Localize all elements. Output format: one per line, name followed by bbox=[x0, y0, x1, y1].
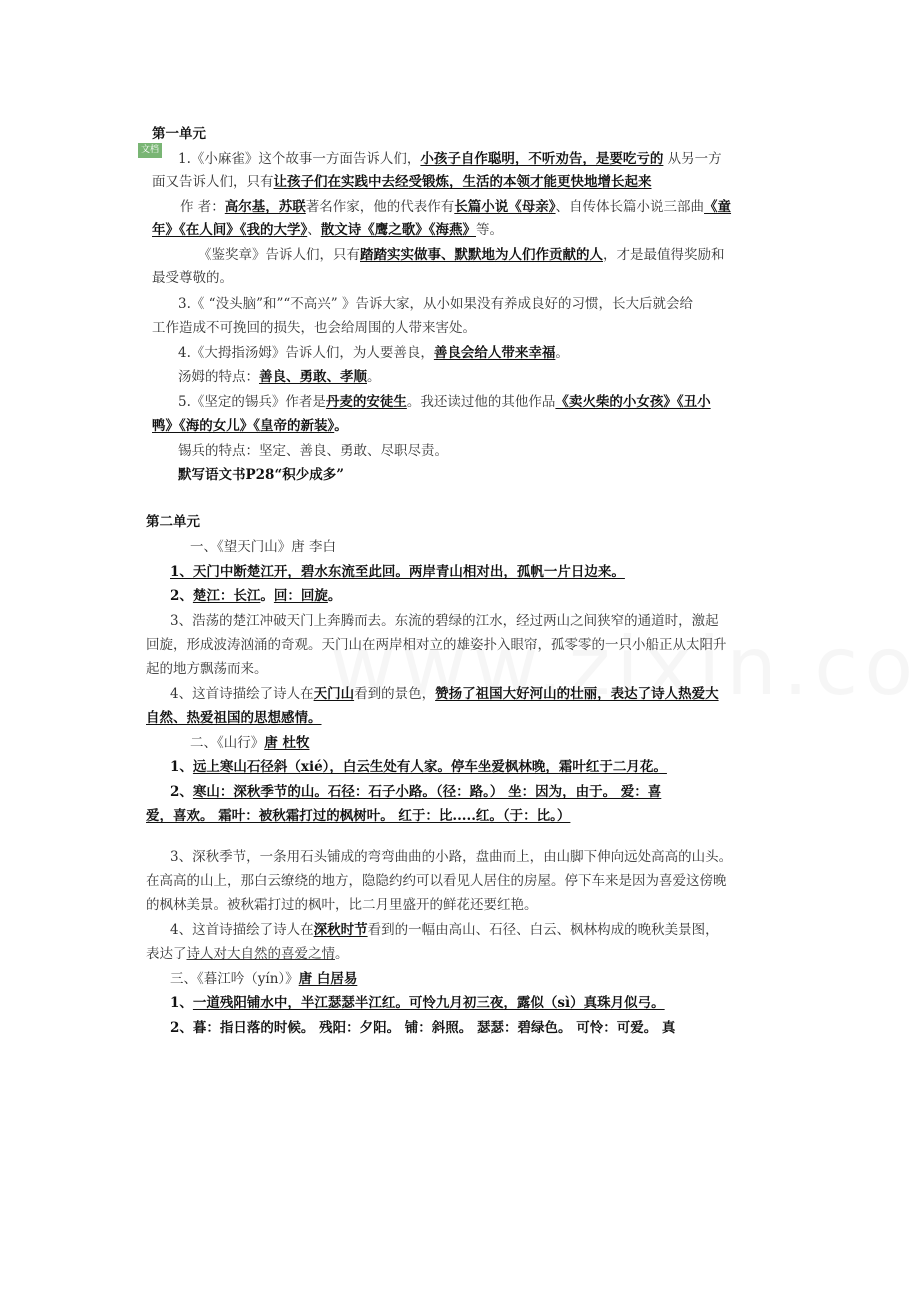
poem2-line3b: 在高高的山上，那白云缭绕的地方，隐隐约约可以看见人居住的房屋。停下车来是因为喜爱这傍晚 bbox=[146, 873, 727, 889]
unit1-p3-line1: 3.《 “没头脑”和”“不高兴” 》告诉大家，从小如果没有养成良好的习惯，长大后就会给 bbox=[178, 296, 693, 312]
poem2-line3c: 的枫林美景。被秋霜打过的枫叶，比二月里盛开的鲜花还要红艳。 bbox=[146, 897, 538, 913]
unit1-p2-line2: 最受尊敬的。 bbox=[152, 270, 233, 286]
poem3-title: 三、《暮江吟（yín）》唐 白居易 bbox=[170, 971, 358, 987]
poem2-line1: 1、远上寒山石径斜（xié），白云生处有人家。停车坐爱枫林晚，霜叶红于二月花。 bbox=[170, 759, 667, 775]
poem1-line4a: 4、这首诗描绘了诗人在天门山看到的景色，赞扬了祖国大好河山的壮丽，表达了诗人热爱大 bbox=[170, 686, 719, 702]
poem1-title: 一、《望天门山》唐 李白 bbox=[190, 539, 337, 555]
poem1-line3b: 回旋，形成波涛汹涌的奇观。天门山在两岸相对立的雄姿扑入眼帘，孤零零的一只小船正从太阳升 bbox=[146, 637, 727, 653]
unit1-p2-line1: 《鉴奖章》告诉人们，只有踏踏实实做事、默默地为人们作贡献的人，才是最值得奖励和 bbox=[198, 247, 725, 263]
unit2-title: 第二单元 bbox=[146, 514, 200, 530]
poem1-line3c: 起的地方飘荡而来。 bbox=[146, 661, 268, 677]
unit1-title: 第一单元 bbox=[152, 126, 206, 142]
poem3-line1: 1、一道残阳铺水中，半江瑟瑟半江红。可怜九月初三夜，露似（sì）真珠月似弓。 bbox=[170, 995, 665, 1011]
poem1-line4b: 自然、热爱祖国的思想感情。 bbox=[146, 710, 322, 726]
poem2-line2b: 爱，喜欢。 霜叶：被秋霜打过的枫树叶。 红于：比.....红。（于：比。） bbox=[146, 808, 571, 824]
unit1-p3-line2: 工作造成不可挽回的损失，也会给周围的人带来害处。 bbox=[152, 320, 476, 336]
unit1-author-line2: 年》《在人间》《我的大学》、散文诗《鹰之歌》《海燕》等。 bbox=[152, 222, 503, 238]
poem2-line4b: 表达了诗人对大自然的喜爱之情。 bbox=[146, 946, 349, 962]
unit1-p4-line1: 4.《大拇指汤姆》告诉人们，为人要善良，善良会给人带来幸福。 bbox=[178, 345, 569, 361]
unit1-p5-line2: 鸭》《海的女儿》《皇帝的新装》。 bbox=[152, 418, 348, 434]
unit1-p5-line4: 默写语文书P28“积少成多” bbox=[178, 467, 344, 483]
unit1-p5-line3: 锡兵的特点：坚定、善良、勇敢、尽职尽责。 bbox=[178, 443, 448, 459]
poem2-line4a: 4、这首诗描绘了诗人在深秋时节看到的一幅由高山、石径、白云、枫林构成的晚秋美景图， bbox=[170, 922, 719, 938]
poem2-title: 二、《山行》唐 杜牧 bbox=[190, 735, 310, 751]
poem2-line3a: 3、深秋季节，一条用石头铺成的弯弯曲曲的小路，盘曲而上，由山脚下伸向远处高高的山头。 bbox=[170, 849, 733, 865]
poem1-line3a: 3、浩荡的楚江冲破天门上奔腾而去。东流的碧绿的江水，经过两山之间狭窄的通道时，激起 bbox=[170, 613, 719, 629]
unit1-p1-line1: 1.《小麻雀》这个故事一方面告诉人们，小孩子自作聪明，不听劝告，是要吃亏的 从另一方 bbox=[178, 151, 722, 167]
poem2-line2a: 2、寒山：深秋季节的山。石径：石子小路。（径：路。） 坐：因为，由于。 爱：喜 bbox=[170, 784, 662, 800]
poem1-line1: 1、天门中断楚江开，碧水东流至此回。两岸青山相对出，孤帆一片日边来。 bbox=[170, 564, 625, 580]
unit1-author-line1: 作 者：高尔基，苏联著名作家，他的代表作有长篇小说《母亲》、自传体长篇小说三部曲《童 bbox=[180, 199, 732, 215]
unit1-p5-line1: 5.《坚定的锡兵》作者是丹麦的安徒生。我还读过他的其他作品《卖火柴的小女孩》《丑小 bbox=[178, 394, 711, 410]
doc-tag: 文档 bbox=[138, 143, 162, 158]
poem1-line2: 2、楚江：长江。回：回旋。 bbox=[170, 588, 342, 604]
unit1-p4-line2: 汤姆的特点：善良、勇敢、孝顺。 bbox=[178, 369, 381, 385]
poem3-line2: 2、暮：指日落的时候。 残阳：夕阳。 铺：斜照。 瑟瑟：碧绿色。 可怜：可爱。 真 bbox=[170, 1020, 676, 1036]
unit1-p1-line2: 面又告诉人们，只有让孩子们在实践中去经受锻炼，生活的本领才能更快地增长起来 bbox=[152, 174, 652, 190]
